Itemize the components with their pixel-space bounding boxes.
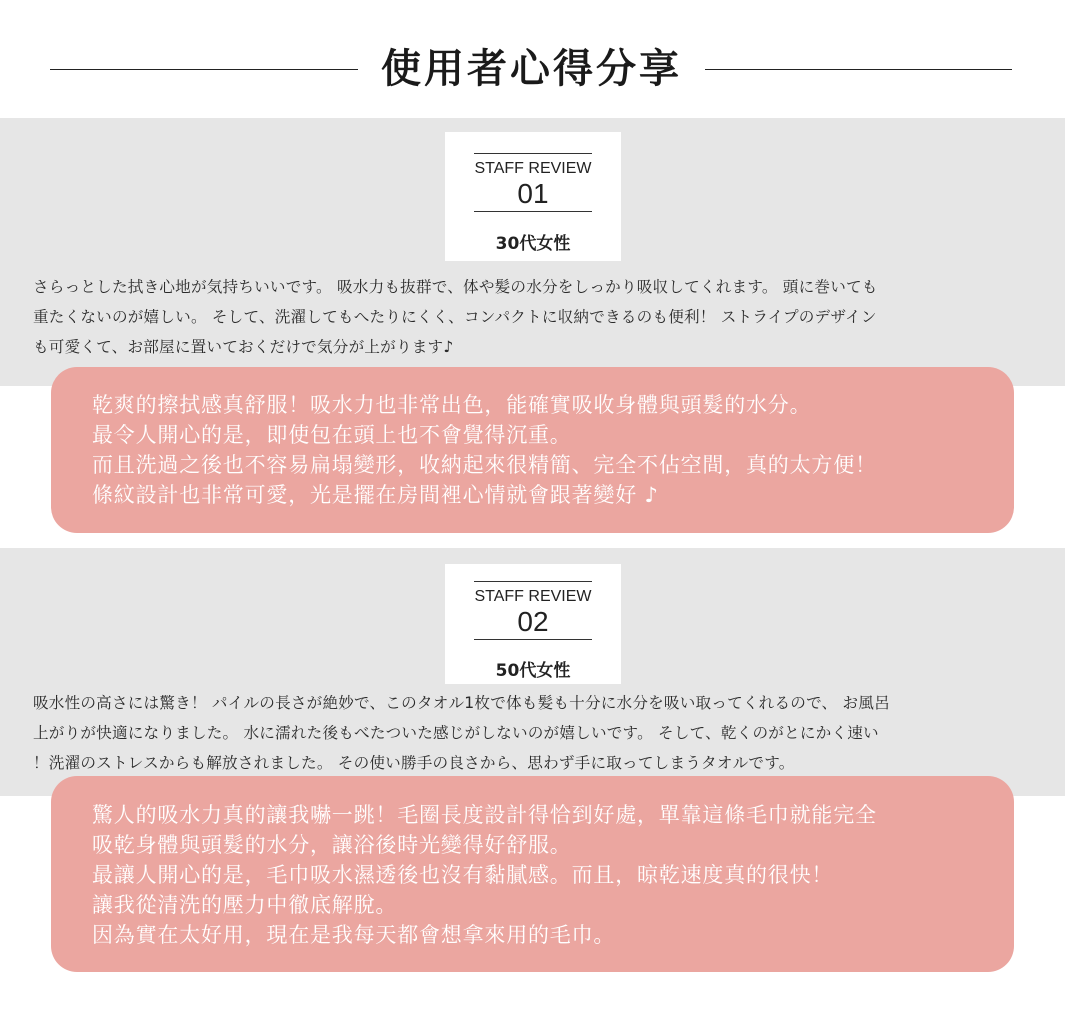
badge-label: STAFF REVIEW (474, 160, 592, 177)
badge-rule-top (474, 581, 592, 582)
review-badge-1 (445, 132, 621, 261)
badge-rule-bottom (474, 211, 592, 212)
review-text-japanese: 吸水性の高さには驚き！ パイルの長さが絶妙で、このタオル1枚で体も髪も十分に水分を吸い取ってくれるので、 お風呂 上がりが快適になりました。 水に濡れた後もべたついた感じがしないのが嬉しいです。 そして、乾くのがとにかく速い ！洗濯のストレスからも解放されました。 その使い勝手の良さから、思わず手に取ってしまうタオルです。 (33, 694, 890, 772)
review-text-chinese: 乾爽的擦拭感真舒服！吸水力也非常出色，能確實吸收身體與頭髮的水分。 最令人開心的是，即使包在頭上也不會覺得沉重。 而且洗過之後也不容易扁塌變形，收納起來很精簡、完全不佔空間，真的太方便！ 條紋設計也非常可愛，光是擺在房間裡心情就會跟著變好 ♪ (92, 393, 877, 507)
section-heading (0, 36, 1065, 102)
badge-rule-top (474, 153, 592, 154)
reviewer-age: 50代女性 (495, 661, 571, 681)
review-number: 01 (517, 178, 549, 209)
review-translation-bubble (51, 367, 1014, 533)
heading-rule-left (50, 69, 358, 70)
review-text-chinese: 驚人的吸水力真的讓我嚇一跳！毛圈長度設計得恰到好處，單靠這條毛巾就能完全 吸乾身體與頭髮的水分，讓浴後時光變得好舒服。 最讓人開心的是，毛巾吸水濕透後也沒有黏膩感。而且，晾乾速度真的很快！ 讓我從清洗的壓力中徹底解脫。 因為實在太好用，現在是我每天都會想拿來用的毛巾。 (92, 803, 877, 947)
heading-rule-right (705, 69, 1012, 70)
review-text-japanese: さらっとした拭き心地が気持ちいいです。 吸水力も抜群で、体や髪の水分をしっかり吸収してくれます。 頭に巻いても 重たくないのが嬉しい。 そして、洗濯してもへたりにくく、コンパクトに収納できるのも便利！ ストライプのデザイン も可愛くて、お部屋に置いておくだけで気分が上がります♪ (33, 278, 878, 356)
badge-rule-bottom (474, 639, 592, 640)
review-badge-2 (445, 564, 621, 684)
review-number: 02 (517, 606, 549, 637)
review-translation-bubble (51, 776, 1014, 972)
reviewer-age: 30代女性 (495, 234, 571, 254)
page-title: 使用者心得分享 (381, 45, 682, 92)
badge-label: STAFF REVIEW (474, 588, 592, 605)
